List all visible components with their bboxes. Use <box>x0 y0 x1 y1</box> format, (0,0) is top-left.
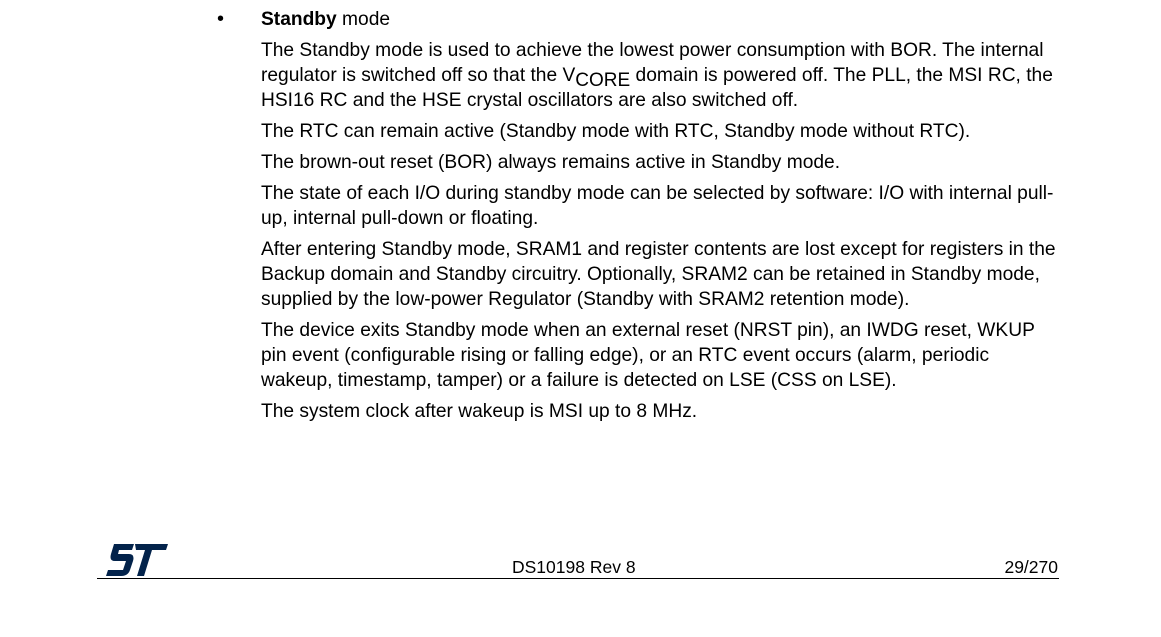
paragraph-bor: The brown-out reset (BOR) always remains active in Standby mode. <box>261 152 841 173</box>
standby-mode-section <box>261 7 1061 430</box>
footer-divider <box>97 578 1059 579</box>
st-logo-icon <box>106 544 168 576</box>
paragraph-sram: After entering Standby mode, SRAM1 and register contents are lost except for registers in the Backup domain and Standby circuitry. Optionally, SRAM2 can be retained in Standby mode, supplied by the low-power Regulator (Standby with SRAM2 retention mode). <box>261 239 1056 310</box>
paragraph-rtc: The RTC can remain active (Standby mode with RTC, Standby mode without RTC). <box>261 121 971 142</box>
st-logo <box>106 544 168 576</box>
paragraph-overview <box>261 38 1061 113</box>
document-id: DS10198 Rev 8 <box>512 557 636 577</box>
paragraph-overview-part-a: The Standby mode is used to achieve the lowest power consumption with BOR. The internal regulator is switched off so that the V <box>261 40 1044 86</box>
paragraph-wakeup-clock: The system clock after wakeup is MSI up to 8 MHz. <box>261 401 698 422</box>
heading-bold-term: Standby <box>261 9 337 30</box>
list-bullet: • <box>217 8 225 30</box>
paragraph-overview-part-b: domain is powered off. The PLL, the MSI RC, the HSI16 RC and the HSE crystal oscillators are also switched off. <box>261 65 1053 111</box>
page-number: 29/270 <box>1004 557 1058 577</box>
standby-mode-heading <box>261 7 1061 32</box>
paragraph-io-state: The state of each I/O during standby mode can be selected by software: I/O with internal pull-up, internal pull-down or floating. <box>261 183 1054 229</box>
heading-suffix: mode <box>336 9 391 30</box>
paragraph-exit-conditions: The device exits Standby mode when an external reset (NRST pin), an IWDG reset, WKUP pin event (configurable rising or falling edge), or an RTC event occurs (alarm, periodic wakeup, timestamp, tamper) or a failure is detected on LSE (CSS on LSE). <box>261 320 1035 391</box>
vcore-subscript: CORE <box>575 70 631 91</box>
